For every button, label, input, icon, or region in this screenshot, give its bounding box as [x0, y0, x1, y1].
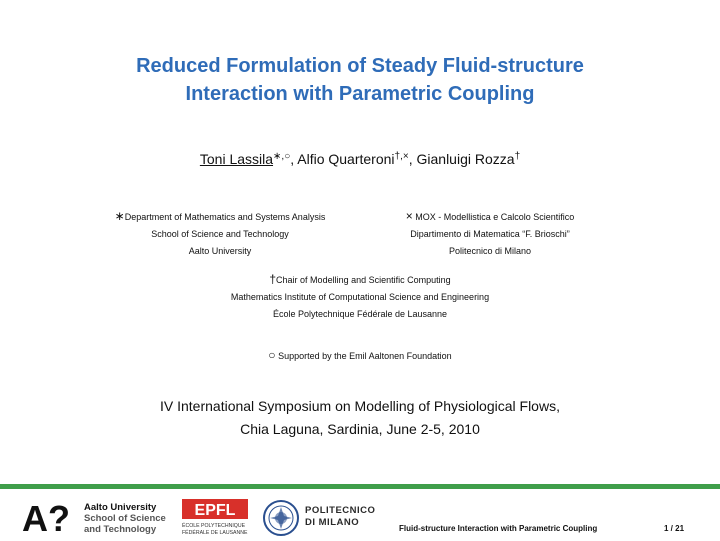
- affiliation-mox-mark: ×: [405, 209, 413, 223]
- funding-note-mark: ○: [268, 348, 276, 362]
- slide-title: [0, 52, 720, 108]
- author-quarteroni: Alfio Quarteroni: [297, 151, 395, 167]
- polimi-logo-line-1: POLITECNICO: [305, 505, 376, 516]
- aalto-logo-line-3: and Technology: [84, 524, 157, 535]
- affiliation-mox-line-2: Dipartimento di Matematica “F. Brioschi”: [410, 229, 570, 239]
- epfl-logo-glyphs: EPFL: [194, 502, 236, 519]
- affiliation-mox: [380, 208, 600, 260]
- title-line-2: Interaction with Parametric Coupling: [185, 83, 535, 105]
- author-lassila-marks: ∗,○: [273, 151, 291, 162]
- author-rozza: Gianluigi Rozza: [416, 151, 515, 167]
- aalto-logo-mark: [22, 500, 78, 534]
- polimi-seal-icon: [262, 499, 300, 537]
- affiliation-aalto: [110, 208, 330, 260]
- aalto-logo-line-1: Aalto University: [84, 502, 157, 513]
- footer-divider: [0, 484, 720, 489]
- polimi-logo-line-2: DI MILANO: [305, 517, 360, 528]
- author-lassila: Toni Lassila: [199, 151, 274, 167]
- affiliation-aalto-mark: ∗: [114, 209, 125, 223]
- epfl-logo-line-1: ÉCOLE POLYTECHNIQUE: [182, 523, 246, 529]
- affiliation-mox-line-3: Politecnico di Milano: [448, 246, 532, 256]
- footer-short-title: Fluid-structure Interaction with Parametric Coupling: [399, 524, 598, 533]
- affiliation-aalto-line-3: Aalto University: [188, 246, 252, 256]
- conference-line-2: Chia Laguna, Sardinia, June 2-5, 2010: [240, 421, 480, 437]
- funding-note-text: Supported by the Emil Aaltonen Foundation: [278, 351, 452, 361]
- affiliation-mox-line-1: MOX - Modellistica e Calcolo Scientifico: [415, 212, 575, 222]
- aalto-logo-glyphs: A?: [22, 500, 70, 534]
- affiliation-epfl-line-3: École Polytechnique Fédérale de Lausanne: [272, 309, 448, 319]
- author-list: Toni Lassila∗,○, Alfio Quarteroni†,×, Gianluigi Rozza†: [199, 151, 521, 167]
- affiliation-aalto-line-1: Department of Mathematics and Systems Analysis: [124, 212, 326, 222]
- author-rozza-marks: †: [514, 151, 521, 162]
- affiliation-aalto-line-2: School of Science and Technology: [151, 229, 289, 239]
- affiliation-epfl: [160, 271, 560, 323]
- affiliation-epfl-mark: †: [269, 272, 277, 286]
- funding-note: [160, 347, 560, 365]
- page-number: 1 / 21: [664, 524, 685, 533]
- conference-line-1: IV International Symposium on Modelling of Physiological Flows,: [160, 398, 560, 414]
- epfl-logo-mark: [182, 499, 254, 537]
- aalto-logo-line-2: School of Science: [84, 513, 166, 524]
- affiliation-epfl-line-1: Chair of Modelling and Scientific Computing: [276, 275, 451, 285]
- aalto-logo-text: [84, 502, 166, 535]
- polimi-logo-text: [305, 505, 375, 529]
- epfl-logo-line-2: FÉDÉRALE DE LAUSANNE: [182, 530, 248, 536]
- author-quarteroni-marks: †,×: [394, 151, 409, 162]
- title-line-1: Reduced Formulation of Steady Fluid-structure: [136, 55, 584, 77]
- affiliation-epfl-line-2: Mathematics Institute of Computational Science and Engineering: [230, 292, 490, 302]
- conference-info: [0, 395, 720, 441]
